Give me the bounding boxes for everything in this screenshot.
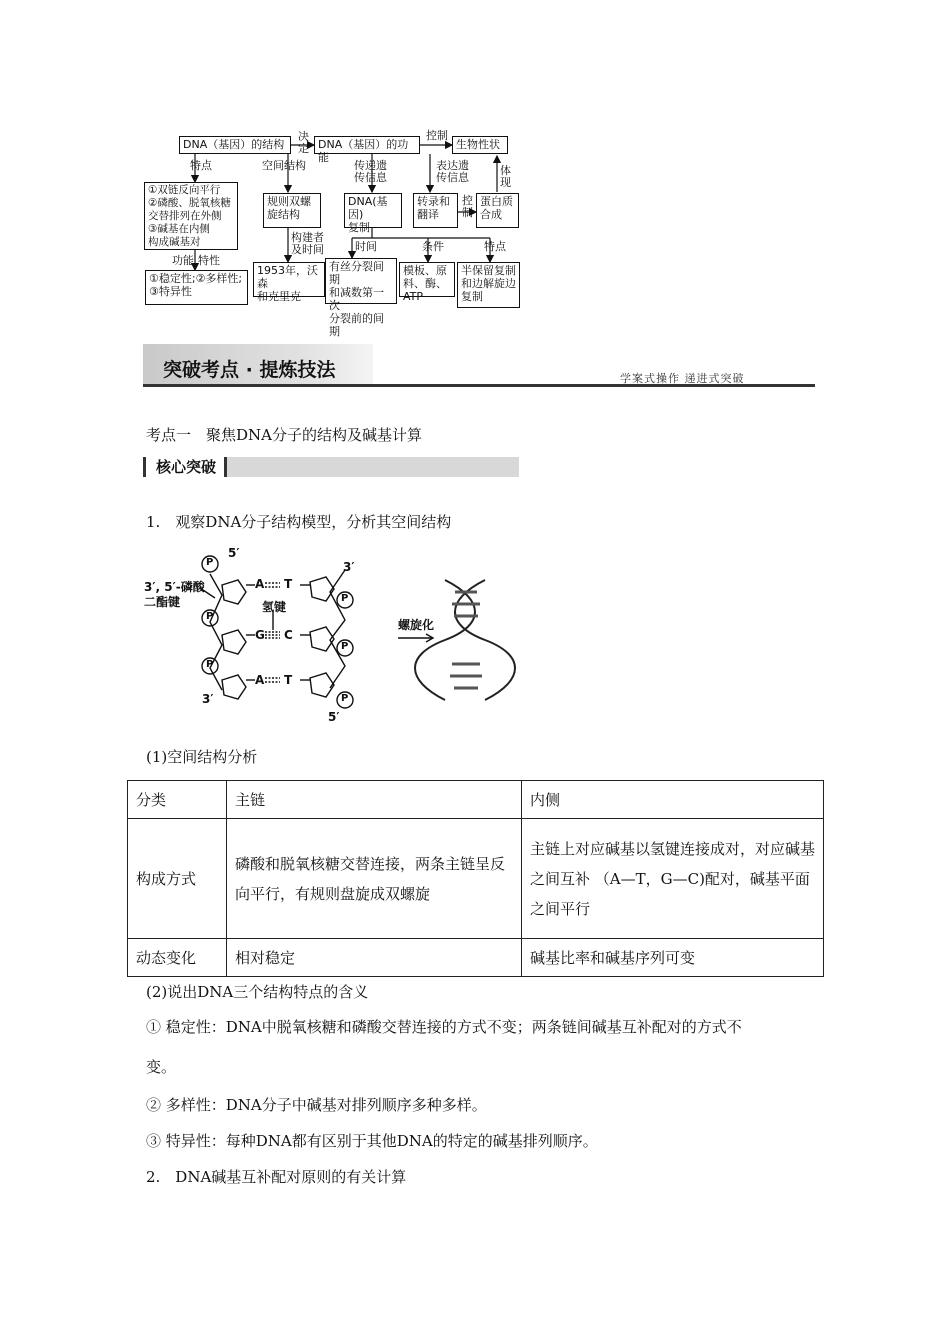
base-a1: A [255, 577, 265, 591]
table-cell: 相对稳定 [227, 939, 522, 977]
box-1953: 1953年，沃森 和克里克 [253, 262, 325, 297]
label-builder: 构建者 及时间 [291, 231, 324, 256]
box-materials: 模板、原 料、酶、ATP [399, 262, 455, 297]
base-c: C [284, 628, 293, 642]
phosphate-p3: P [206, 659, 214, 670]
base-a2: A [255, 673, 265, 687]
label-function: 功能 [172, 254, 194, 267]
core-heading-label: 核心突破 [143, 457, 227, 477]
table-row [128, 781, 824, 819]
table-cell: 碱基比率和碱基序列可变 [522, 939, 824, 977]
label-time: 时间 [355, 240, 377, 253]
paragraph-diversity: ② 多样性：DNA分子中碱基对排列顺序多种多样。 [146, 1096, 487, 1114]
box-protein: 蛋白质 合成 [476, 193, 519, 228]
structure-table [127, 780, 824, 977]
table-header-cell: 主链 [227, 781, 522, 819]
table-cell: 磷酸和脱氧核糖交替连接，两条主链呈反向平行，有规则盘旋成双螺旋 [227, 819, 522, 939]
label-decide: 决 定 [298, 130, 309, 155]
paragraph-stability: ① 稳定性：DNA中脱氧核糖和磷酸交替连接的方式不变；两条链间碱基互补配对的方式不 [146, 1018, 742, 1036]
phosphate-p4: P [341, 593, 349, 604]
label-helix: 螺旋化 [398, 618, 435, 632]
dna-diagram [140, 540, 530, 730]
label-embody: 体 现 [500, 164, 511, 189]
table-row [128, 939, 824, 977]
label-spatial: 空间结构 [262, 159, 306, 172]
banner-title: 突破考点 · 提炼技法 [163, 359, 336, 381]
point-heading: 考点一 聚焦DNA分子的结构及碱基计算 [146, 426, 422, 444]
label-control2: 控 制 [462, 194, 473, 219]
box-transcription: 转录和 翻译 [413, 193, 458, 228]
label-point: 特点 [484, 240, 506, 253]
concept-map [0, 0, 950, 338]
label-feature: 特点 [190, 159, 212, 172]
base-t2: T [284, 673, 293, 687]
box-dna-function: DNA（基因）的功能 [314, 136, 420, 154]
label-5prime-bottom: 5′ [328, 710, 340, 724]
base-t1: T [284, 577, 293, 591]
table-cell: 动态变化 [128, 939, 227, 977]
label-control: 控制 [426, 129, 448, 142]
box-features: ①双链反向平行 ②磷酸、脱氧核糖 交替排列在外侧 ③碱基在内侧 构成碱基对 [144, 182, 238, 250]
dna-structure-drawing [140, 540, 530, 730]
box-replication: DNA(基因) 复制 [344, 193, 402, 228]
label-3prime-bottom: 3′ [202, 692, 214, 706]
paragraph-stability-cont: 变。 [146, 1058, 177, 1076]
phosphate-p6: P [341, 693, 349, 704]
table-cell: 构成方式 [128, 819, 227, 939]
section-banner [143, 344, 815, 388]
table-header-cell: 内侧 [522, 781, 824, 819]
box-semi: 半保留复制 和边解旋边 复制 [457, 262, 520, 308]
item-1: 1. 观察DNA分子结构模型，分析其空间结构 [146, 513, 452, 531]
banner-subtitle: 学案式操作 递进式突破 [620, 372, 745, 385]
phosphate-p5: P [341, 641, 349, 652]
label-express: 表达遗 传信息 [436, 159, 469, 184]
label-3prime-top: 3′ [343, 560, 355, 574]
label-transmit: 传递遗 传信息 [354, 159, 387, 184]
hydrogen-bond-label: 氢键 [262, 600, 287, 614]
label-property: 特性 [198, 254, 220, 267]
item-2: 2. DNA碱基互补配对原则的有关计算 [146, 1168, 407, 1186]
label-phosphodiester-bond: 3′, 5′-磷酸 二酯键 [144, 580, 205, 609]
box-trait: 生物性状 [452, 136, 508, 154]
base-g: G [255, 628, 265, 642]
box-dna-structure: DNA（基因）的结构 [179, 136, 291, 154]
label-condition: 条件 [422, 240, 444, 253]
paragraph-specificity: ③ 特异性：每种DNA都有区别于其他DNA的特定的碱基排列顺序。 [146, 1132, 598, 1150]
subsection-1: (1)空间结构分析 [146, 748, 258, 766]
label-5prime-top: 5′ [228, 546, 240, 560]
box-helix: 规则双螺 旋结构 [263, 193, 321, 228]
core-heading-bar [143, 457, 519, 477]
table-cell: 主链上对应碱基以氢键连接成对，对应碱基之间互补 （A—T，G—C)配对，碱基平面之间平行 [522, 819, 824, 939]
subsection-2: (2)说出DNA三个结构特点的含义 [146, 983, 369, 1001]
phosphate-p2: P [206, 611, 214, 622]
box-properties: ①稳定性;②多样性; ③特异性 [145, 270, 248, 305]
table-row [128, 819, 824, 939]
box-period: 有丝分裂间期 和减数第一次 分裂前的间期 [325, 258, 397, 304]
phosphate-p1: P [206, 557, 214, 568]
table-header-cell: 分类 [128, 781, 227, 819]
